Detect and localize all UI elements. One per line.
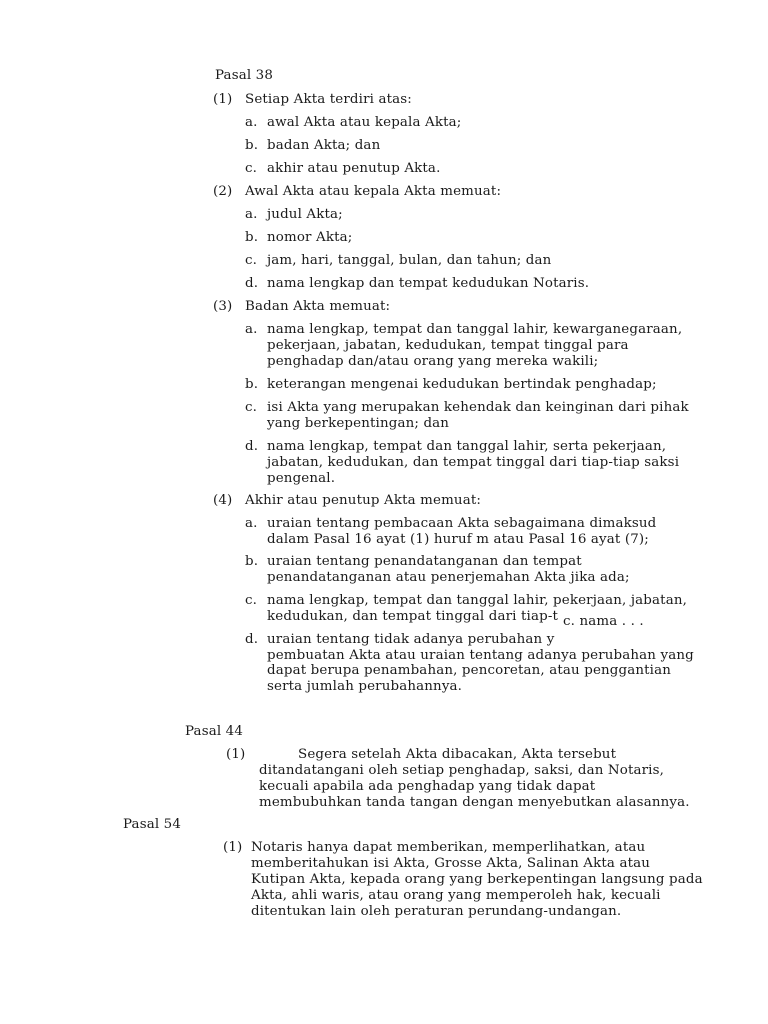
ayat-number: (3) xyxy=(213,299,233,314)
ayat-text: Setiap Akta terdiri atas: xyxy=(245,92,412,107)
item-text: serta jumlah perubahannya. xyxy=(267,679,463,694)
item-text: pekerjaan, jabatan, kedudukan, tempat tinggal para xyxy=(267,338,629,353)
ayat-text: membubuhkan tanda tangan dengan menyebutkan alasannya. xyxy=(259,795,690,810)
ayat-text: Awal Akta atau kepala Akta memuat: xyxy=(245,184,502,199)
item-text: penandatanganan atau penerjemahan Akta jika ada; xyxy=(267,570,630,585)
item-letter: b. xyxy=(245,554,259,569)
ayat-text: kecuali apabila ada penghadap yang tidak dapat xyxy=(259,779,596,794)
item-letter: d. xyxy=(245,632,259,647)
ayat-text: Notaris hanya dapat memberikan, memperlihatkan, atau xyxy=(251,840,646,855)
item-text: keterangan mengenai kedudukan bertindak penghadap; xyxy=(267,377,657,392)
item-text: jabatan, kedudukan, dan tempat tinggal dari tiap-tiap saksi xyxy=(267,455,680,470)
item-letter: a. xyxy=(245,516,258,531)
item-text: akhir atau penutup Akta. xyxy=(267,161,441,176)
item-text: isi Akta yang merupakan kehendak dan keinginan dari pihak xyxy=(267,400,689,415)
pasal-54-heading: Pasal 54 xyxy=(123,817,182,832)
item-text: nomor Akta; xyxy=(267,230,353,245)
item-text: nama lengkap, tempat dan tanggal lahir, serta pekerjaan, xyxy=(267,439,667,454)
item-text: kedudukan, dan tempat tinggal dari tiap-t xyxy=(267,609,559,624)
ayat-text: Badan Akta memuat: xyxy=(245,299,391,314)
item-text: pengenal. xyxy=(267,471,336,486)
item-letter: c. xyxy=(245,253,258,268)
ayat-number: (1) xyxy=(226,747,246,762)
item-text: uraian tentang pembacaan Akta sebagaimana dimaksud xyxy=(267,516,657,531)
ayat-number: (2) xyxy=(213,184,233,199)
item-text: nama lengkap dan tempat kedudukan Notaris. xyxy=(267,276,590,291)
item-text: uraian tentang penandatanganan dan tempat xyxy=(267,554,582,569)
item-text: dapat berupa penambahan, pencoretan, atau penggantian xyxy=(267,663,672,678)
item-text: jam, hari, tanggal, bulan, dan tahun; dan xyxy=(267,253,552,268)
ayat-text: Akhir atau penutup Akta memuat: xyxy=(245,493,482,508)
pasal-38-heading: Pasal 38 xyxy=(215,68,274,83)
item-text: penghadap dan/atau orang yang mereka wakili; xyxy=(267,354,599,369)
item-letter: b. xyxy=(245,377,259,392)
ayat-text: Akta, ahli waris, atau orang yang memperoleh hak, kecuali xyxy=(251,888,661,903)
ayat-text: ditentukan lain oleh peraturan perundang-undangan. xyxy=(251,904,622,919)
item-letter: c. xyxy=(245,161,258,176)
item-letter: c. xyxy=(245,400,258,415)
overlay-fragment: c. nama . . . xyxy=(563,614,644,629)
item-letter: c. xyxy=(245,593,258,608)
item-text: awal Akta atau kepala Akta; xyxy=(267,115,462,130)
pasal-44-heading: Pasal 44 xyxy=(185,724,244,739)
ayat-number: (1) xyxy=(213,92,233,107)
ayat-text: Segera setelah Akta dibacakan, Akta tersebut xyxy=(298,747,617,762)
item-letter: d. xyxy=(245,439,259,454)
item-letter: a. xyxy=(245,322,258,337)
item-letter: a. xyxy=(245,115,258,130)
ayat-text: memberitahukan isi Akta, Grosse Akta, Salinan Akta atau xyxy=(251,856,651,871)
item-letter: d. xyxy=(245,276,259,291)
item-text: nama lengkap, tempat dan tanggal lahir, pekerjaan, jabatan, xyxy=(267,593,688,608)
item-text: uraian tentang tidak adanya perubahan y xyxy=(267,632,555,647)
item-letter: b. xyxy=(245,138,259,153)
item-letter: a. xyxy=(245,207,258,222)
item-letter: b. xyxy=(245,230,259,245)
item-text: nama lengkap, tempat dan tanggal lahir, kewarganegaraan, xyxy=(267,322,683,337)
item-text: dalam Pasal 16 ayat (1) huruf m atau Pasal 16 ayat (7); xyxy=(267,532,649,547)
ayat-text: Kutipan Akta, kepada orang yang berkepentingan langsung pada xyxy=(251,872,703,887)
ayat-text: ditandatangani oleh setiap penghadap, saksi, dan Notaris, xyxy=(259,763,665,778)
item-text: judul Akta; xyxy=(267,207,343,222)
ayat-number: (4) xyxy=(213,493,233,508)
item-text: yang berkepentingan; dan xyxy=(267,416,450,431)
item-text: badan Akta; dan xyxy=(267,138,381,153)
item-text: pembuatan Akta atau uraian tentang adanya perubahan yang xyxy=(267,648,694,663)
ayat-number: (1) xyxy=(223,840,243,855)
